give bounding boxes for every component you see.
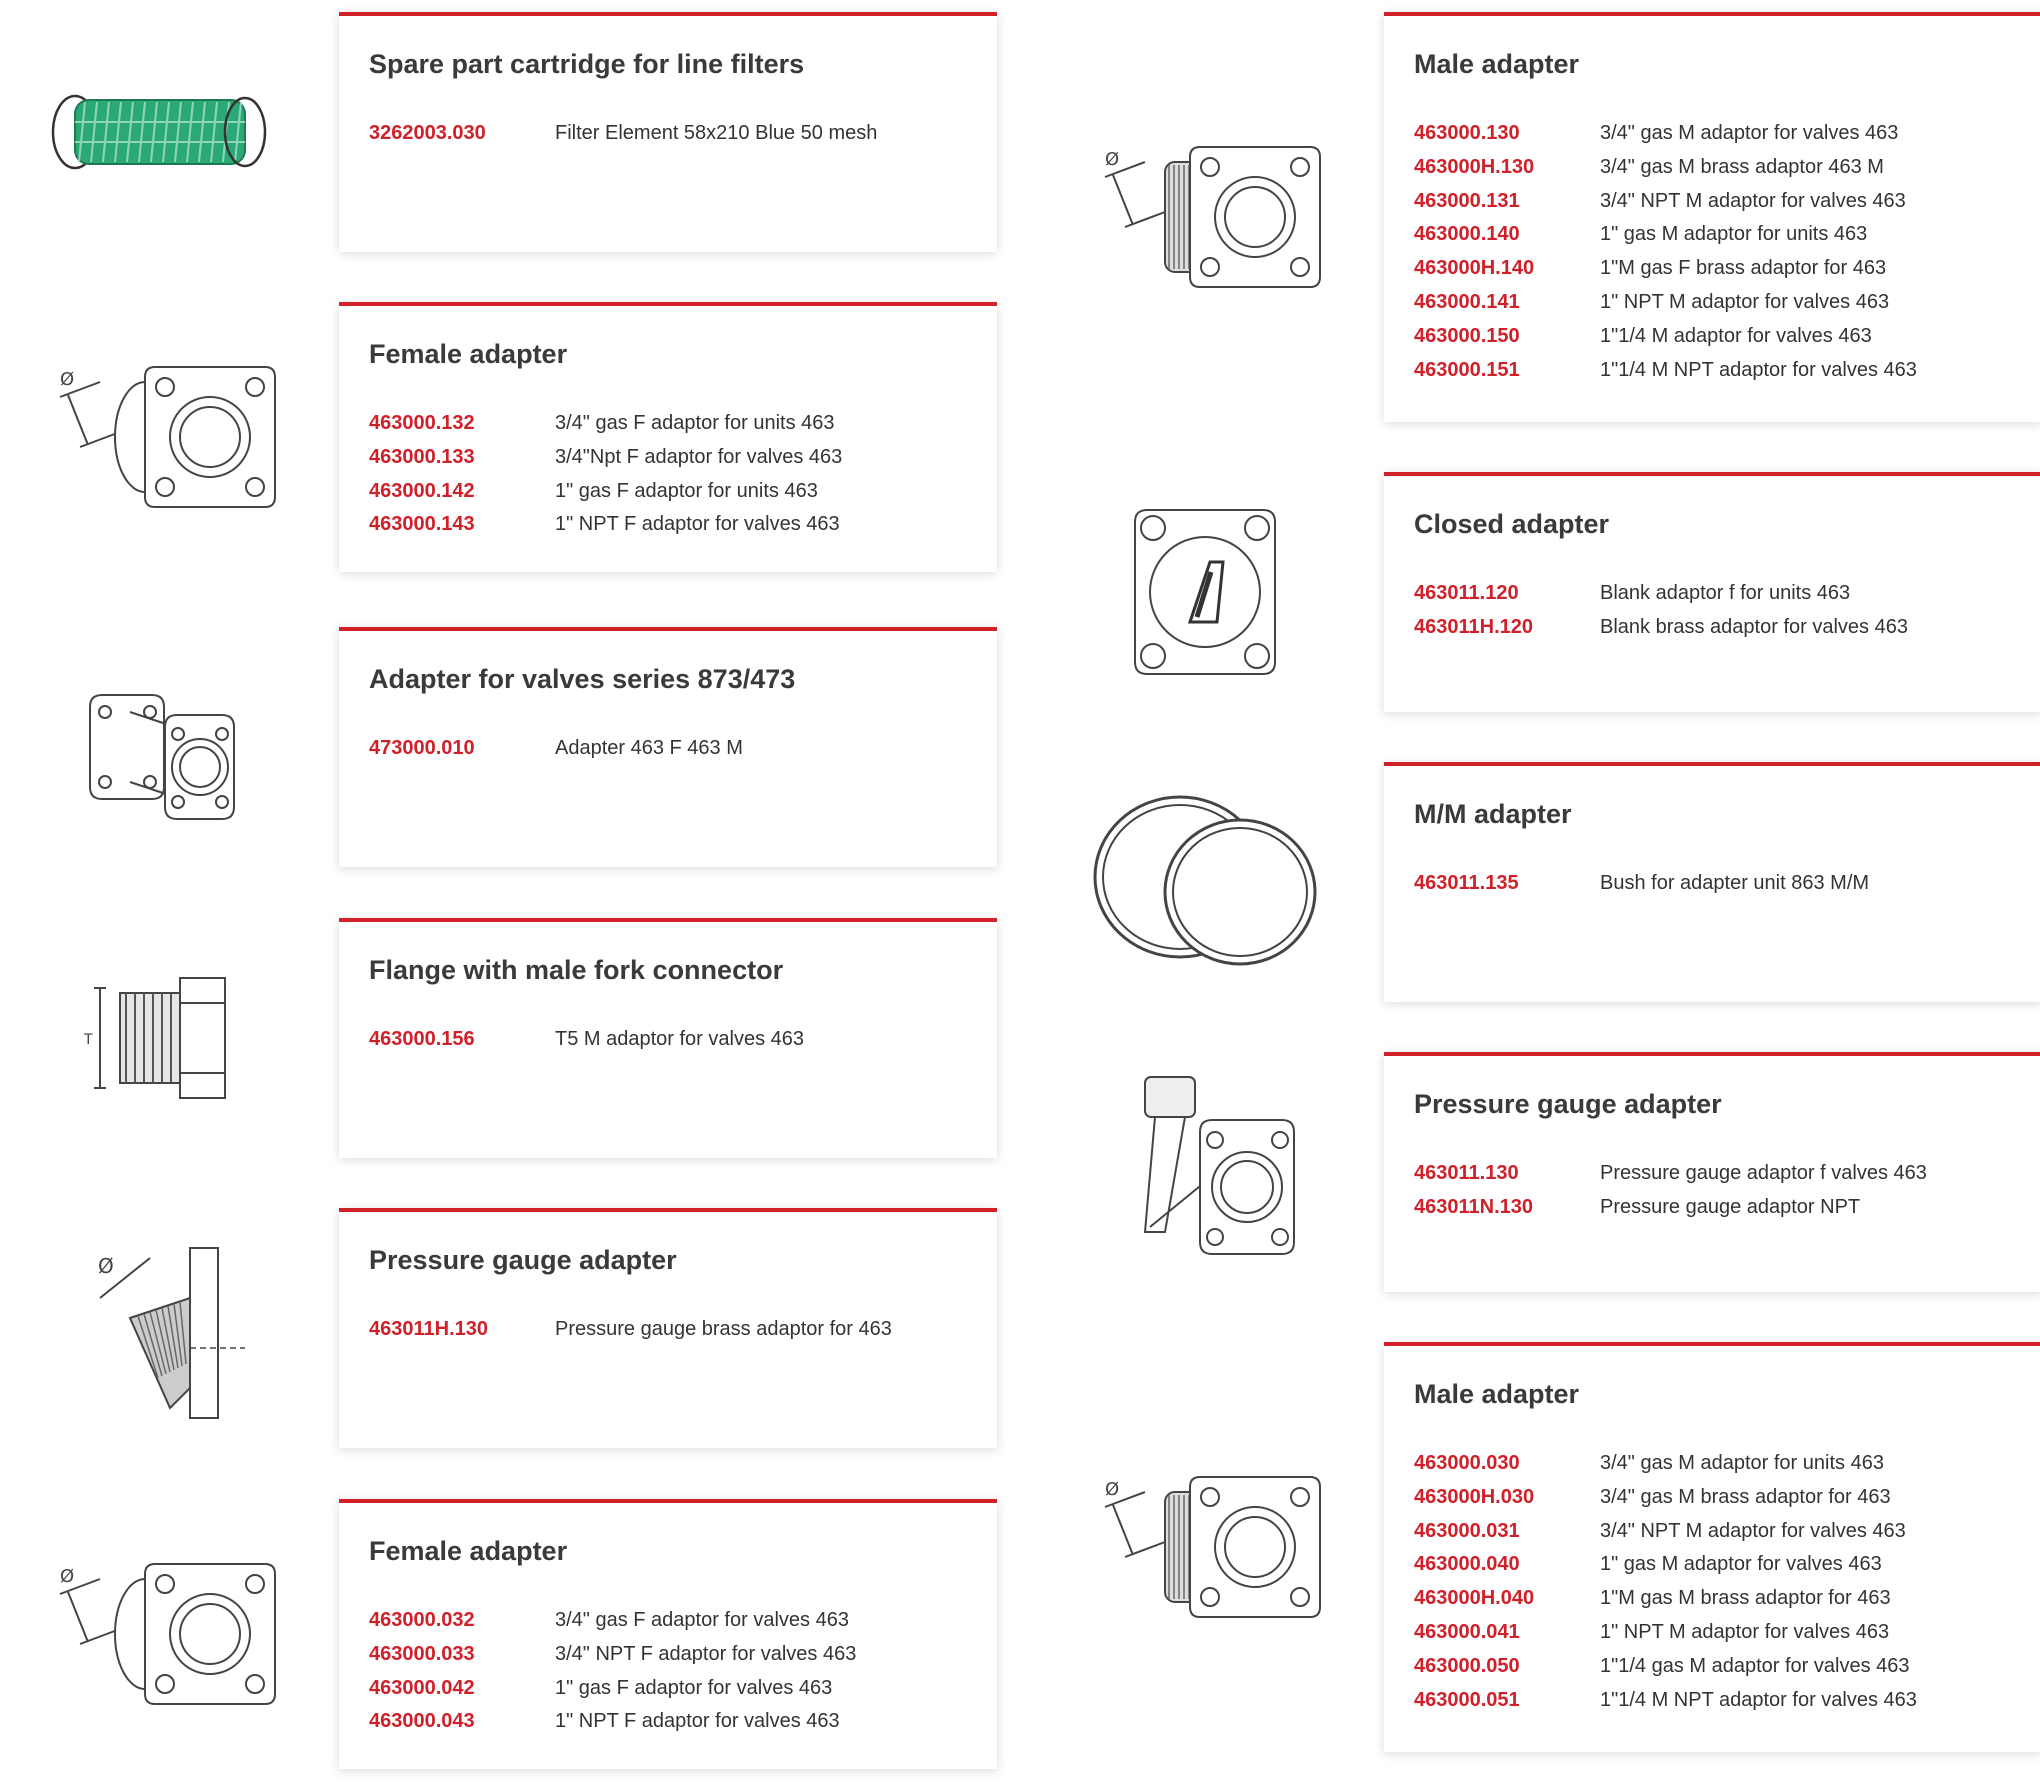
part-code[interactable]: 463000.142 [369,479,475,502]
part-row [1414,359,2012,393]
part-code[interactable]: 463000.031 [1414,1519,1520,1542]
part-row [1414,156,2012,190]
part-description: Pressure gauge brass adaptor for 463 [555,1318,892,1340]
part-row [1414,1520,2012,1554]
part-code[interactable]: 463000.133 [369,445,475,468]
part-description: Pressure gauge adaptor f valves 463 [1600,1162,1927,1184]
part-code[interactable]: 463000.043 [369,1710,475,1733]
part-row [1414,190,2012,224]
part-description: Pressure gauge adaptor NPT [1600,1195,1861,1218]
product-card [339,627,997,867]
product-title: Female adapter [369,1536,568,1566]
part-code[interactable]: 463000.030 [1414,1452,1520,1474]
product-card [1384,1052,2040,1292]
part-code[interactable]: 463011.120 [1414,582,1519,604]
part-code[interactable]: 463000H.040 [1414,1587,1535,1610]
filter-cartridge-icon [0,12,320,252]
part-row [369,412,967,446]
o-ring-seals-icon [1045,762,1365,1002]
part-row [1414,616,2012,650]
part-description: 1" NPT F adaptor for valves 463 [555,1710,840,1733]
part-description: 3/4" gas M adaptor for valves 463 [1600,122,1899,144]
product-card [1384,12,2040,422]
female-adapter-icon [0,302,320,572]
part-code[interactable]: 463000.143 [369,513,475,536]
product-title: Pressure gauge adapter [1414,1089,1722,1119]
pressure-gauge-brass-adapter-icon [0,1208,320,1448]
part-row [369,1643,967,1677]
part-row [369,1318,967,1352]
part-description: 3/4" gas M brass adaptor 463 M [1600,155,1884,178]
part-code[interactable]: 463000.131 [1414,189,1520,212]
svg-text:Ø: Ø [1105,1479,1120,1500]
part-code[interactable]: 463000.140 [1414,223,1520,246]
part-description: 3/4" NPT M adaptor for valves 463 [1600,189,1906,212]
svg-text:Ø: Ø [98,1254,114,1278]
female-adapter-icon [0,1499,320,1769]
part-description: Adapter 463 F 463 M [555,737,743,759]
part-code[interactable]: 463000H.140 [1414,257,1535,280]
part-code[interactable]: 463000.141 [1414,290,1520,313]
part-description: Blank adaptor f for units 463 [1600,582,1851,604]
part-description: 1" gas M adaptor for units 463 [1600,223,1868,246]
part-description: 1" gas F adaptor for valves 463 [555,1676,833,1699]
part-code[interactable]: 463000.130 [1414,122,1520,144]
part-description: 1" NPT F adaptor for valves 463 [555,513,840,536]
part-row [1414,1621,2012,1655]
part-description: 1" gas M adaptor for valves 463 [1600,1553,1882,1576]
part-code[interactable]: 463011H.130 [369,1318,489,1340]
part-description: 3/4" NPT M adaptor for valves 463 [1600,1519,1906,1542]
part-code[interactable]: 463000.151 [1414,358,1520,381]
part-code[interactable]: 463000.033 [369,1642,475,1665]
part-code[interactable]: 463011.135 [1414,872,1519,894]
product-title: Female adapter [369,339,568,369]
part-row [1414,325,2012,359]
part-description: Filter Element 58x210 Blue 50 mesh [555,122,878,144]
part-row [369,1677,967,1711]
part-row [369,737,967,771]
part-code[interactable]: 463000.051 [1414,1688,1520,1711]
product-title: Spare part cartridge for line filters [369,49,805,79]
part-row [1414,872,2012,906]
double-flange-adapter-icon [0,627,320,867]
part-description: 1" NPT M adaptor for valves 463 [1600,290,1890,313]
part-code[interactable]: 463000H.130 [1414,155,1535,178]
part-row [369,513,967,547]
product-title: Male adapter [1414,49,1580,79]
fork-connector-flange-icon [0,918,320,1158]
part-description: 1"1/4 M adaptor for valves 463 [1600,324,1872,347]
part-code[interactable]: 463000.050 [1414,1654,1520,1677]
part-row [369,122,967,156]
part-code[interactable]: 463000.032 [369,1609,475,1631]
part-code[interactable]: 463000.132 [369,412,475,434]
part-description: 3/4" gas F adaptor for units 463 [555,412,835,434]
part-row [369,1710,967,1744]
part-description: Blank brass adaptor for valves 463 [1600,615,1908,638]
part-description: 1" gas F adaptor for units 463 [555,479,818,502]
part-description: 3/4" gas M brass adaptor for 463 [1600,1485,1891,1508]
male-adapter-icon [1045,1342,1365,1752]
part-row [369,1609,967,1643]
part-code[interactable]: 463011.130 [1414,1162,1519,1184]
male-adapter-icon [1045,12,1365,422]
part-row [369,1028,967,1062]
product-card [339,12,997,252]
part-description: T5 M adaptor for valves 463 [555,1028,805,1050]
product-card [339,918,997,1158]
part-row [1414,1452,2012,1486]
part-row [1414,291,2012,325]
part-code[interactable]: 463000.156 [369,1028,475,1050]
part-row [1414,1587,2012,1621]
product-card [339,1208,997,1448]
part-code[interactable]: 463000.041 [1414,1620,1520,1643]
part-code[interactable]: 463000.042 [369,1676,475,1699]
product-title: Male adapter [1414,1379,1580,1409]
part-description: 1" NPT M adaptor for valves 463 [1600,1620,1890,1643]
part-description: 1"1/4 M NPT adaptor for valves 463 [1600,358,1917,381]
part-row [1414,582,2012,616]
part-code[interactable]: 463011H.120 [1414,615,1534,638]
svg-text:Ø: Ø [1105,149,1120,170]
part-row [1414,1689,2012,1723]
part-row [1414,223,2012,257]
product-card [1384,762,2040,1002]
part-row [369,480,967,514]
part-description: 1"1/4 gas M adaptor for valves 463 [1600,1654,1910,1677]
product-title: Pressure gauge adapter [369,1245,677,1275]
product-card [1384,472,2040,712]
part-description: 1"1/4 M NPT adaptor for valves 463 [1600,1688,1917,1711]
product-title: M/M adapter [1414,799,1572,829]
part-code[interactable]: 3262003.030 [369,122,486,144]
part-row [1414,1553,2012,1587]
svg-text:Ø: Ø [60,369,75,390]
part-code[interactable]: 463000.150 [1414,324,1520,347]
part-row [1414,1486,2012,1520]
product-title: Flange with male fork connector [369,955,784,985]
part-description: 3/4" gas M adaptor for units 463 [1600,1452,1884,1474]
closed-adapter-icon [1045,472,1365,712]
part-code[interactable]: 473000.010 [369,737,475,759]
pressure-gauge-adapter-icon [1045,1052,1365,1292]
part-description: 1"M gas M brass adaptor for 463 [1600,1587,1891,1610]
part-row [1414,1162,2012,1196]
part-code[interactable]: 463011N.130 [1414,1195,1534,1218]
product-card [339,302,997,572]
part-description: 3/4"Npt F adaptor for valves 463 [555,445,843,468]
part-row [1414,257,2012,291]
part-code[interactable]: 463000.040 [1414,1553,1520,1576]
svg-text:Ø: Ø [60,1566,75,1587]
part-row [1414,1655,2012,1689]
product-card [1384,1342,2040,1752]
part-row [1414,122,2012,156]
part-row [369,446,967,480]
part-description: 1"M gas F brass adaptor for 463 [1600,257,1887,280]
svg-text:T: T [84,1032,93,1048]
part-description: 3/4" gas F adaptor for valves 463 [555,1609,849,1631]
product-title: Closed adapter [1414,509,1610,539]
product-title: Adapter for valves series 873/473 [369,664,796,694]
part-code[interactable]: 463000H.030 [1414,1485,1535,1508]
part-description: Bush for adapter unit 863 M/M [1600,872,1870,894]
part-row [1414,1196,2012,1230]
part-description: 3/4" NPT F adaptor for valves 463 [555,1642,857,1665]
product-card [339,1499,997,1769]
